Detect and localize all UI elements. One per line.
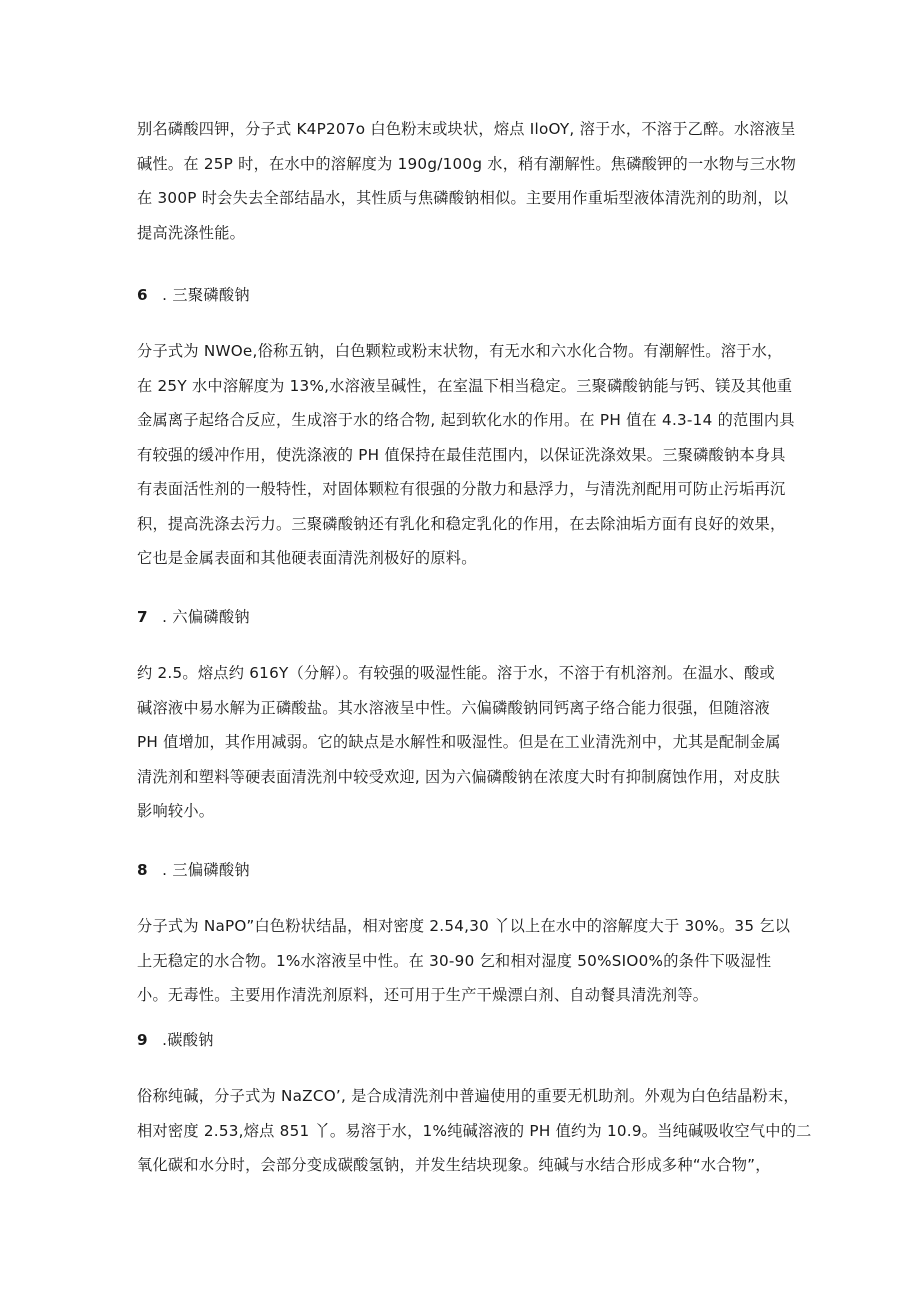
text-line: 清洗剂和塑料等硬表面清洗剂中较受欢迎, 因为六偏磷酸钠在浓度大时有抑制腐蚀作用，对皮肤: [137, 767, 781, 786]
section-number: 7: [137, 608, 148, 626]
text-line: 别名磷酸四钾，分子式 K4P207o 白色粉末或块状，熔点 IloOY, 溶于水，不溶于乙醉。水溶液呈: [137, 120, 796, 138]
text-line: 在 300P 时会失去全部结晶水，其性质与焦磷酸钠相似。主要用作重垢型液体清洗剂的助剂，以: [137, 189, 789, 207]
text-line: 约 2.5。熔点约 616Y（分解）。有较强的吸湿性能。溶于水，不溶于有机溶剂。在温水、酸或: [137, 664, 775, 682]
text-line: 金属离子起络合反应，生成溶于水的络合物, 起到软化水的作用。在 PH 值在 4.3-14 的范围内具: [137, 411, 795, 429]
paragraph-sodium-tripolyphosphate: [137, 334, 797, 576]
text-line: 分子式为 NaPO”白色粉状结晶，相对密度 2.54,30 丫以上在水中的溶解度大于 30%。35 乞以: [137, 917, 791, 935]
text-line: 提高洗涤性能。: [137, 223, 246, 242]
text-line: 分子式为 NWOe,俗称五钠，白色颗粒或粉末状物，有无水和六水化合物。有潮解性。溶于水，: [137, 342, 783, 360]
section-number: 6: [137, 286, 148, 304]
paragraph-sodium-hexametaphosphate: [137, 656, 797, 829]
section-title: . 三聚磷酸钠: [157, 286, 250, 304]
text-line: 俗称纯碱，分子式为 NaZCO’, 是合成清洗剂中普遍使用的重要无机助剂。外观为白色结晶粉末，: [137, 1087, 799, 1105]
section-number: 8: [137, 861, 148, 879]
text-line: 碱性。在 25P 时，在水中的溶解度为 190g∕100g 水，稍有潮解性。焦磷酸钾的一水物与三水物: [137, 154, 797, 173]
section-heading-8: [137, 855, 250, 885]
section-title: . 三偏磷酸钠: [157, 861, 250, 879]
text-line: 积，提高洗涤去污力。三聚磷酸钠还有乳化和稳定乳化的作用，在去除油垢方面有良好的效果，: [137, 514, 786, 533]
text-line: 碱溶液中易水解为正磷酸盐。其水溶液呈中性。六偏磷酸钠同钙离子络合能力很强，但随溶液: [137, 698, 770, 717]
text-line: 有较强的缓冲作用，使洗涤液的 PH 值保持在最佳范围内，以保证洗涤效果。三聚磷酸钠本身具: [137, 445, 786, 464]
text-line: 在 25Y 水中溶解度为 13%,水溶液呈碱性，在室温下相当稳定。三聚磷酸钠能与钙、镁及其他重: [137, 376, 793, 395]
section-heading-7: [137, 602, 250, 632]
paragraph-sodium-carbonate: [137, 1079, 812, 1183]
section-title: . 六偏磷酸钠: [157, 608, 250, 626]
text-line: 它也是金属表面和其他硬表面清洗剂极好的原料。: [137, 549, 477, 567]
section-heading-6: [137, 280, 250, 310]
section-number: 9: [137, 1031, 148, 1049]
text-line: 上无稳定的水合物。1%水溶液呈中性。在 30-90 乞和相对湿度 50%SIO0%的条件下吸湿性: [137, 951, 772, 970]
text-line: 影响较小。: [137, 802, 215, 820]
section-title: .碳酸钠: [157, 1031, 214, 1049]
text-line: 相对密度 2.53,熔点 851 丫。易溶于水，1%纯碱溶液的 PH 值约为 10.9。当纯碱吸收空气中的二: [137, 1121, 812, 1140]
section-heading-9: [137, 1025, 214, 1055]
text-line: 小。无毒性。主要用作清洗剂原料，还可用于生产干燥漂白剂、自动餐具清洗剂等。: [137, 986, 709, 1004]
text-line: PH 值增加，其作用减弱。它的缺点是水解性和吸湿性。但是在工业清洗剂中，尤其是配制金属: [137, 733, 781, 751]
text-line: 氧化碳和水分时，会部分变成碳酸氢钠，并发生结块现象。纯碱与水结合形成多种“水合物”，: [137, 1156, 771, 1174]
paragraph-sodium-trimetaphosphate: [137, 909, 797, 1013]
paragraph-potassium-pyrophosphate: [137, 112, 797, 250]
text-line: 有表面活性剂的一般特性，对固体颗粒有很强的分散力和悬浮力，与清洗剂配用可防止污垢再沉: [137, 480, 786, 498]
